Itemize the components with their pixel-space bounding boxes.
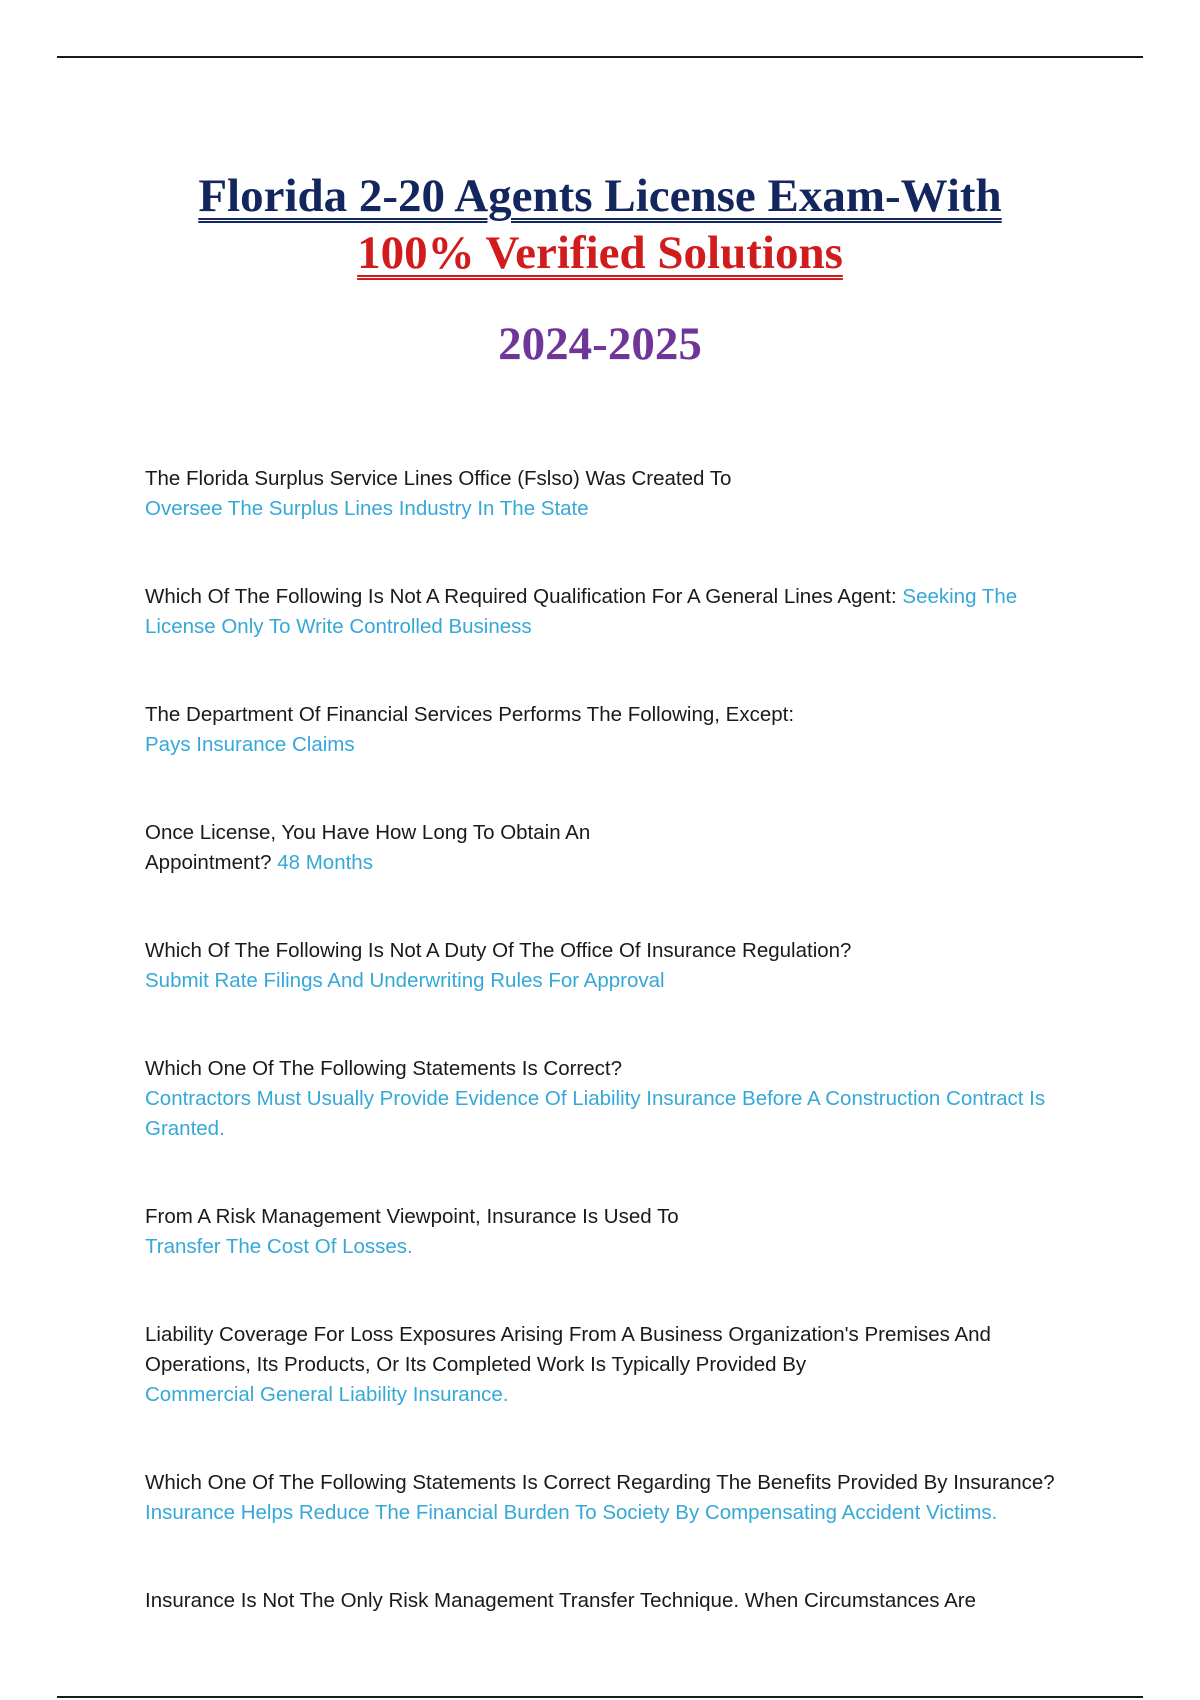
document-title: [0, 168, 1200, 373]
question-text: The Department Of Financial Services Performs The Following, Except:: [145, 703, 795, 726]
question-text: Which One Of The Following Statements Is Correct Regarding The Benefits Provided By Insurance?: [145, 1471, 1055, 1494]
qa-item: [145, 464, 1065, 524]
question-text: Once License, You Have How Long To Obtain An Appointment?: [145, 821, 591, 874]
question-text: Which Of The Following Is Not A Required Qualification For A General Lines Agent:: [145, 585, 897, 608]
qa-item: [145, 1586, 1065, 1616]
qa-item: [145, 936, 1065, 996]
qa-item: [145, 582, 1065, 642]
title-year: 2024-2025: [498, 318, 702, 370]
footer-rule: [57, 1696, 1143, 1698]
qa-list: [145, 464, 1065, 1616]
question-text: Which Of The Following Is Not A Duty Of The Office Of Insurance Regulation?: [145, 939, 852, 962]
qa-item: [145, 700, 1065, 760]
title-line-1: Florida 2-20 Agents License Exam-With: [198, 170, 1002, 222]
answer-text: Transfer The Cost Of Losses.: [145, 1235, 413, 1258]
answer-text: Insurance Helps Reduce The Financial Burden To Society By Compensating Accident Victims.: [145, 1501, 998, 1524]
question-text: Insurance Is Not The Only Risk Management Transfer Technique. When Circumstances Are: [145, 1589, 977, 1612]
answer-text: Commercial General Liability Insurance.: [145, 1383, 509, 1406]
answer-text: Pays Insurance Claims: [145, 733, 355, 756]
qa-item: [145, 1468, 1065, 1528]
qa-item: [145, 1320, 1065, 1410]
answer-text: Seeking The License Only To Write Controlled Business: [145, 585, 1018, 638]
question-text: From A Risk Management Viewpoint, Insurance Is Used To: [145, 1205, 679, 1228]
qa-item: [145, 818, 615, 878]
qa-item: [145, 1054, 1065, 1144]
title-line-2: 100% Verified Solutions: [357, 227, 843, 279]
qa-item: [145, 1202, 1065, 1262]
question-text: Which One Of The Following Statements Is Correct?: [145, 1057, 623, 1080]
answer-text: Oversee The Surplus Lines Industry In The State: [145, 497, 589, 520]
header-rule: [57, 56, 1143, 58]
question-text: Liability Coverage For Loss Exposures Arising From A Business Organization's Premises And Operations, Its Products, Or Its Completed Work Is Typically Provided By: [145, 1323, 991, 1376]
question-text: The Florida Surplus Service Lines Office (Fslso) Was Created To: [145, 467, 732, 490]
answer-text: 48 Months: [277, 851, 373, 874]
answer-text: Submit Rate Filings And Underwriting Rules For Approval: [145, 969, 665, 992]
answer-text: Contractors Must Usually Provide Evidence Of Liability Insurance Before A Construction Contract Is Granted.: [145, 1087, 1046, 1140]
